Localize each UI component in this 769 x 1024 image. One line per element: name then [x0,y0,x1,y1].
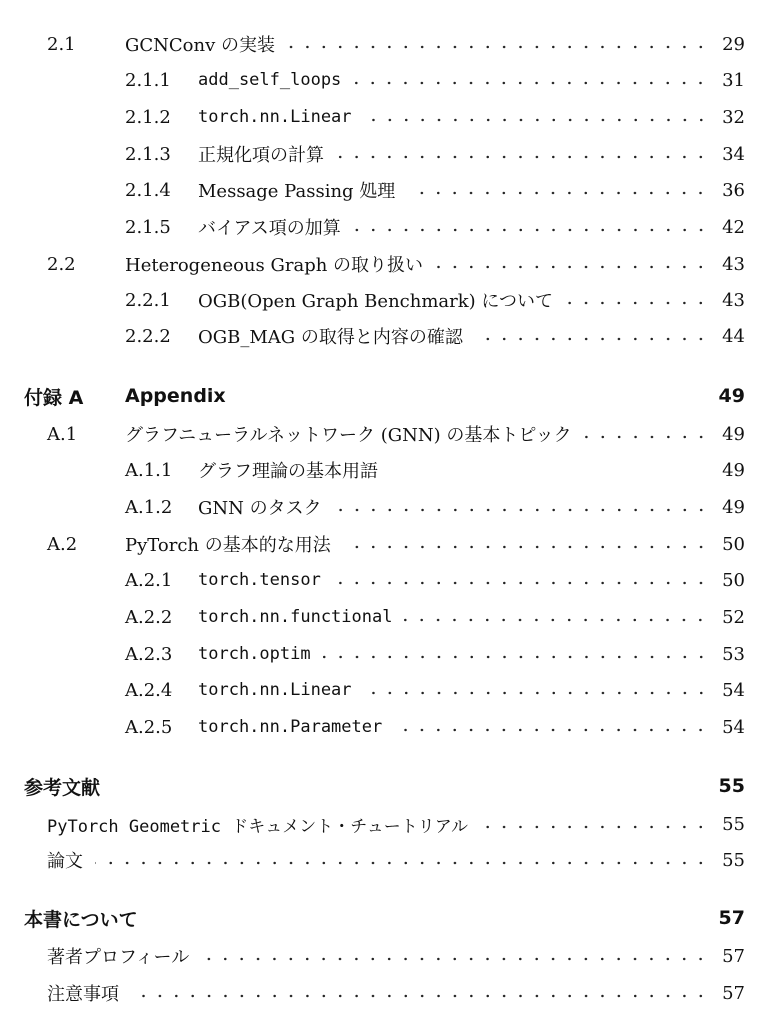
page-number: 31 [722,69,745,91]
section-title: torch.nn.functional [198,607,393,627]
dot-leader [353,81,709,85]
toc-chapter-entry[interactable] [0,768,769,804]
section-title: 論文 [47,851,83,872]
toc-entry[interactable] [0,282,769,318]
section-title: グラフニューラルネットワーク (GNN) の基本トピック [125,425,572,446]
section-number: 2.1.5 [125,216,171,238]
toc-entry[interactable] [0,806,769,842]
page-number: 52 [722,606,745,628]
toc-entry[interactable] [0,562,769,598]
dot-leader [364,691,709,695]
toc-entry[interactable] [0,246,769,282]
dot-leader [323,655,709,659]
section-title: PyTorch の基本的な用法 [125,535,331,556]
toc-entry[interactable] [0,26,769,62]
page-number: 43 [722,289,745,311]
section-title: バイアス項の加算 [198,218,341,239]
page-number: 55 [722,849,745,871]
toc-entry[interactable] [0,599,769,635]
toc-entry[interactable] [0,709,769,745]
section-number: A.2.1 [125,569,173,591]
section-number: 2.1.2 [125,106,171,128]
dot-leader [201,957,709,961]
page-number: 34 [722,143,745,165]
section-title: グラフ理論の基本用語 [198,461,378,482]
dot-leader [407,191,709,195]
section-title: Message Passing 処理 [198,181,396,202]
section-number: A.2.2 [125,606,173,628]
section-number: 2.1.1 [125,69,171,91]
page-number: 32 [722,106,745,128]
dot-leader [435,265,709,269]
toc-entry[interactable] [0,318,769,354]
toc-chapter-entry[interactable] [0,900,769,936]
section-number: 2.2.1 [125,289,171,311]
dot-leader [131,994,709,998]
toc-entry[interactable] [0,209,769,245]
page-number: 42 [722,216,745,238]
section-number: 2.1 [47,33,76,55]
dot-leader [394,728,709,732]
section-title: torch.nn.Parameter [198,717,383,737]
dot-leader [565,301,709,305]
chapter-number: 付録 A [24,386,84,409]
toc-entry[interactable] [0,416,769,452]
page-number: 43 [722,253,745,275]
section-number: 2.1.4 [125,179,171,201]
chapter-title: 本書について [24,908,138,931]
dot-leader [364,118,709,122]
page-number: 49 [722,423,745,445]
section-number: A.1.1 [125,459,173,481]
section-title: GNN のタスク [198,498,322,519]
page-number: 50 [722,533,745,555]
page-number: 57 [718,907,745,929]
section-title: torch.nn.Linear [198,107,352,127]
section-number: A.2.4 [125,679,173,701]
section-title: 正規化項の計算 [198,145,324,166]
section-title: GCNConv の実装 [125,35,275,56]
page-number: 54 [722,679,745,701]
toc-entry[interactable] [0,938,769,974]
toc-entry[interactable] [0,452,769,488]
toc-entry[interactable] [0,636,769,672]
toc-entry[interactable] [0,672,769,708]
section-title: 著者プロフィール [47,947,190,968]
section-title: torch.optim [198,644,311,664]
dot-leader [353,228,709,232]
section-title: Heterogeneous Graph の取り扱い [125,255,424,276]
chapter-title: 参考文献 [24,776,101,799]
section-title: 注意事項 [47,984,119,1005]
page-number: 57 [722,982,745,1004]
section-title: OGB_MAG の取得と内容の確認 [198,327,463,348]
page-number: 55 [718,775,745,797]
page-number: 29 [722,33,745,55]
page-number: 57 [722,945,745,967]
dot-leader [95,861,709,865]
page-number: 54 [722,716,745,738]
section-number: A.2.3 [125,643,173,665]
page-number: 53 [722,643,745,665]
dot-leader [343,545,709,549]
section-number: A.1.2 [125,496,173,518]
section-title: OGB(Open Graph Benchmark) について [198,291,554,312]
dot-leader [334,508,709,512]
page-number: 50 [722,569,745,591]
section-title: add_self_loops [198,70,342,90]
page-number: 49 [722,459,745,481]
section-title: torch.tensor [198,570,321,590]
page-number: 49 [722,496,745,518]
dot-leader [336,155,709,159]
section-title: torch.nn.Linear [198,680,352,700]
dot-leader [287,45,709,49]
page-number: 49 [718,385,745,407]
toc-entry[interactable] [0,489,769,525]
dot-leader [404,618,709,622]
toc-entry[interactable] [0,62,769,98]
section-number: A.2.5 [125,716,173,738]
chapter-title: Appendix [125,385,226,407]
toc-entry[interactable] [0,975,769,1011]
toc-entry[interactable] [0,136,769,172]
toc-entry[interactable] [0,172,769,208]
toc-entry[interactable] [0,842,769,878]
dot-leader [475,337,709,341]
section-title: PyTorch Geometric ドキュメント・チュートリアル [47,816,469,837]
section-number: 2.2.2 [125,325,171,347]
section-number: A.1 [47,423,78,445]
dot-leader [333,581,709,585]
page-number: 44 [722,325,745,347]
dot-leader [584,435,709,439]
toc-entry[interactable] [0,99,769,135]
dot-leader [480,825,709,829]
page-number: 55 [722,813,745,835]
section-number: A.2 [47,533,78,555]
section-number: 2.1.3 [125,143,171,165]
toc-chapter-entry[interactable] [0,378,769,414]
page-number: 36 [722,179,745,201]
toc-entry[interactable] [0,526,769,562]
section-number: 2.2 [47,253,76,275]
